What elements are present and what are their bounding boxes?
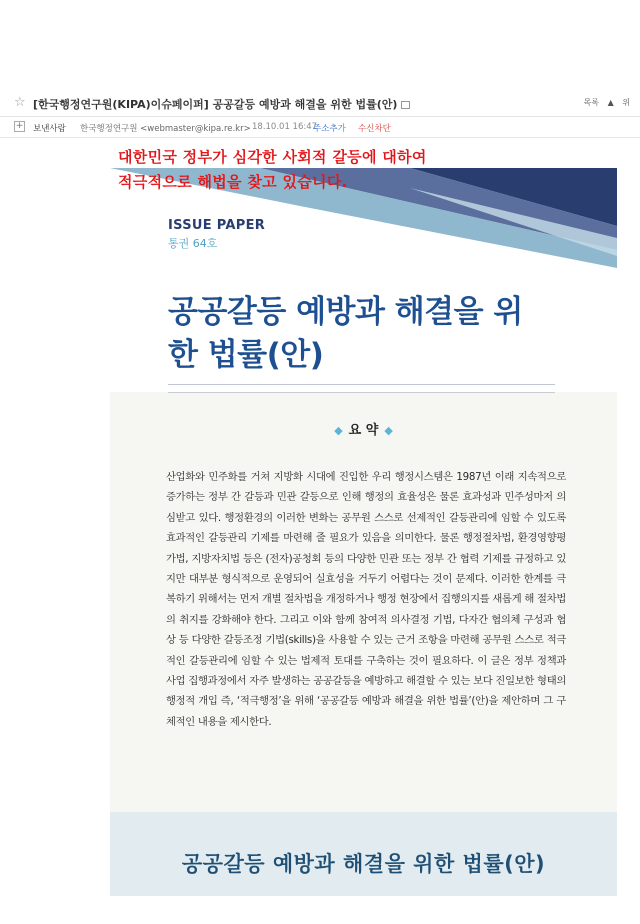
overlay-caption bbox=[118, 145, 427, 195]
issue-paper-cover bbox=[110, 168, 617, 390]
cover-title bbox=[168, 291, 598, 377]
cover-divider bbox=[168, 384, 555, 385]
caption-line-2: 적극적으로 해법을 찾고 있습니다. bbox=[118, 173, 348, 191]
summary-body: 산업화와 민주화를 거쳐 지방화 시대에 진입한 우리 행정시스템은 1987년 이래 지속적으로 증가하는 정부 간 갈등과 민관 갈등으로 인해 행정의 효율성은 물론 효과성과 민주성마저 의심받고 있다. 행정환경의 이러한 변화는 공무원 스스로 선제적인 갈등관리에 임할 수 있도록 효과적인 갈등관리 기제를 마련해 줄 필요가 있음을 의미한다. 물론 행정절차법, 환경영향평가법, 지방자치법 등은 (전자)공청회 등의 다양한 민관 또는 정부 간 협력 기제를 규정하고 있지만 대부분 형식적으로 운영되어 실효성을 거두기 어렵다는 것이 문제다. 이러한 한계를 극복하기 위해서는 먼저 개별 절차법을 개정하거나 행정 현장에서 집행의지를 새롭게 해 절차법의 취지를 강화해야 한다. 그리고 이와 함께 참여적 의사결정 기법, 다자간 협의체 구성과 협상 등 다양한 갈등조정 기법(skills)을 사용할 수 있는 근거 조항을 마련해 공무원 스스로 적극적인 갈등관리에 임할 수 있는 법제적 토대를 구축하는 것이 필요하다. 이 글은 정부 정책과 사업 집행과정에서 자주 발생하는 공공갈등을 예방하고 해결할 수 있는 보다 진일보한 형태의 행정적 개입 즉, ‘적극행정’을 위해 ‘공공갈등 예방과 해결을 위한 법률’(안)을 제안하며 그 구체적인 내용을 제시한다. bbox=[166, 471, 566, 728]
email-subject-text: [한국행정연구원(KIPA)이슈페이퍼] 공공갈등 예방과 해결을 위한 법률(안) bbox=[33, 98, 398, 111]
diamond-icon: ◆ bbox=[384, 424, 393, 437]
summary-heading bbox=[110, 419, 617, 438]
sender-label: 보낸사람 bbox=[33, 124, 66, 134]
email-subject bbox=[33, 96, 410, 112]
email-subject-row bbox=[0, 92, 640, 117]
summary-section bbox=[110, 392, 617, 812]
issue-number: 통권 64호 bbox=[168, 237, 218, 250]
issue-paper-label: ISSUE PAPER bbox=[168, 218, 266, 233]
prev-button[interactable]: 위 bbox=[622, 98, 630, 107]
diamond-icon: ◆ bbox=[334, 424, 343, 437]
email-actions bbox=[578, 97, 630, 108]
bottom-banner bbox=[110, 812, 617, 896]
expand-plus-icon[interactable]: + bbox=[15, 121, 24, 131]
cover-title-line-2: 한 법률(안) bbox=[168, 337, 324, 373]
caption-line-1: 대한민국 정부가 심각한 사회적 갈등에 대하여 bbox=[118, 148, 427, 166]
popup-window-icon[interactable] bbox=[401, 101, 410, 109]
add-contact-link[interactable]: 주소추가 bbox=[313, 124, 346, 134]
star-icon[interactable]: ☆ bbox=[14, 95, 26, 110]
summary-heading-text: 요 약 bbox=[348, 423, 379, 438]
block-sender-link[interactable]: 수신차단 bbox=[358, 124, 391, 134]
up-arrow-icon[interactable]: ▲ bbox=[607, 98, 614, 107]
email-sender-row bbox=[0, 117, 640, 138]
list-button[interactable]: 목록 bbox=[583, 98, 600, 107]
email-date: 18.10.01 16:47 bbox=[252, 122, 318, 132]
sender-address[interactable]: 한국행정연구원 <webmaster@kipa.re.kr> bbox=[80, 124, 251, 134]
summary-divider bbox=[168, 392, 555, 393]
banner-title: 공공갈등 예방과 해결을 위한 법률(안) bbox=[181, 852, 546, 876]
cover-title-line-1: 공공갈등 예방과 해결을 위 bbox=[168, 294, 523, 330]
